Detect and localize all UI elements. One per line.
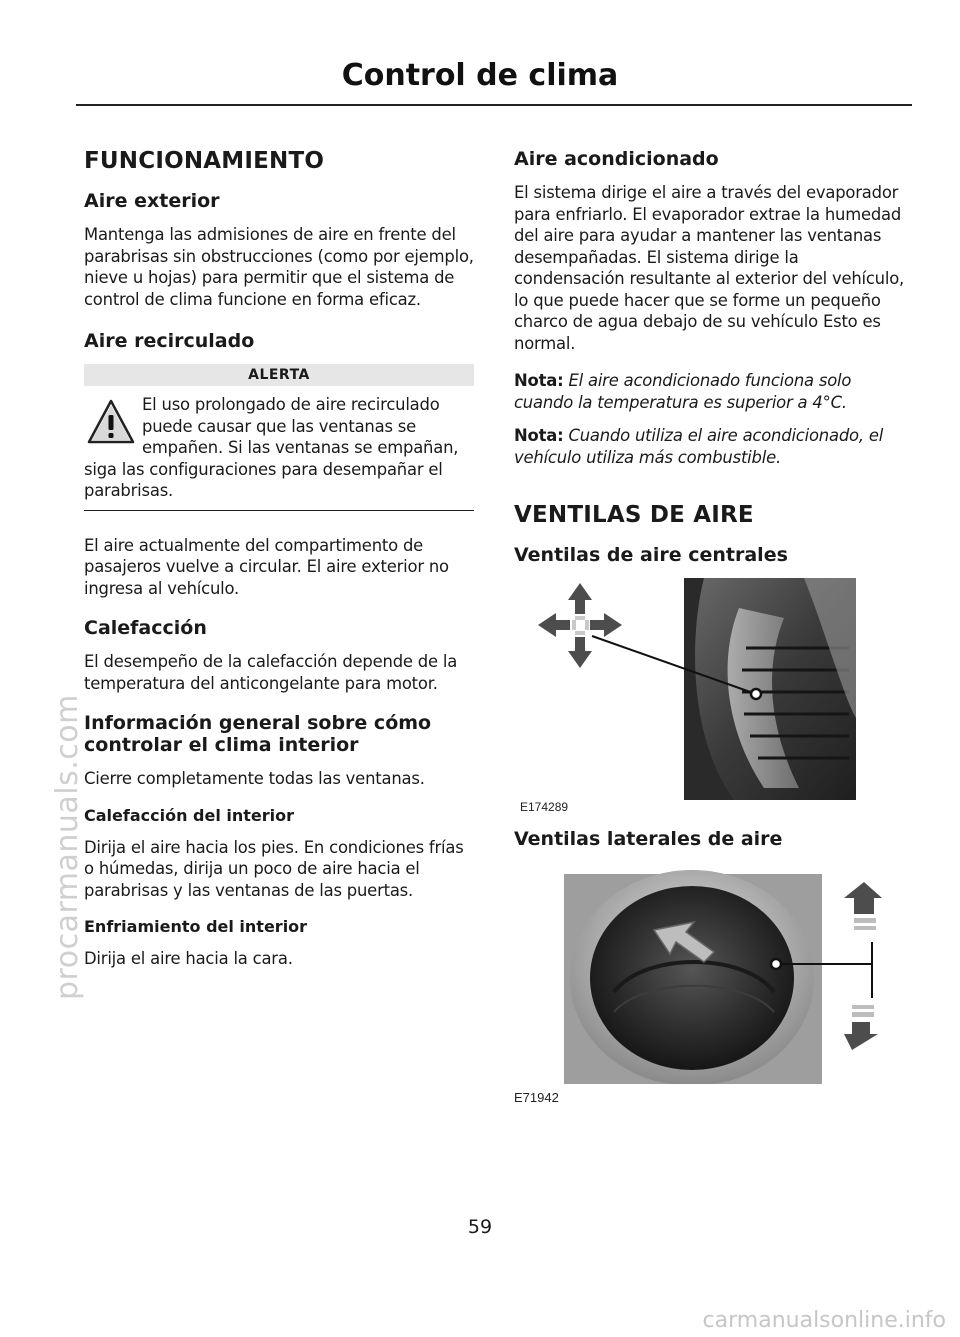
heading-aire-acondicionado: Aire acondicionado xyxy=(514,148,719,170)
left-column xyxy=(84,140,474,986)
side-vent-illustration xyxy=(514,862,908,1084)
heading-aire-exterior: Aire exterior xyxy=(84,190,220,212)
alert-divider xyxy=(84,510,474,511)
note-1 xyxy=(514,370,908,413)
alert-text: El uso prolongado de aire recirculado puede causar que las ventanas se empañen. Si las ventanas se empañan, siga las configuraciones para desempañar el parabrisas. xyxy=(84,395,459,500)
text-aire-exterior: Mantenga las admisiones de aire en frente del parabrisas sin obstrucciones (como por ejemplo, nieve u hojas) para permitir que el sistema de control de clima funcione en forma eficaz. xyxy=(84,225,474,309)
heading-ventilas-centrales: Ventilas de aire centrales xyxy=(514,544,788,566)
warning-triangle-icon xyxy=(86,398,136,446)
heading-enfriamiento-interior: Enfriamiento del interior xyxy=(84,917,308,936)
heading-calefaccion-interior: Calefacción del interior xyxy=(84,805,295,825)
figure-central-vents xyxy=(514,578,908,818)
alert-box xyxy=(84,394,474,502)
note-2-label: Nota: xyxy=(514,426,564,445)
note-2 xyxy=(514,425,908,468)
text-info-general: Cierre completamente todas las ventanas. xyxy=(84,769,425,788)
text-calefaccion-interior: Dirija el aire hacia los pies. En condiciones frías o húmedas, dirija un poco de aire hacia el parabrisas y las ventanas de las puertas. xyxy=(84,837,464,900)
section-title-ventilas: VENTILAS DE AIRE xyxy=(514,502,754,528)
watermark-bottom: carmanualsonline.info xyxy=(702,1308,946,1333)
note-1-label: Nota: xyxy=(514,371,564,390)
section-title-funcionamiento: FUNCIONAMIENTO xyxy=(84,148,325,174)
text-calefaccion: El desempeño de la calefacción depende de la temperatura del anticongelante para motor. xyxy=(84,652,458,693)
figure-1-label: E174289 xyxy=(520,800,569,814)
alert-header: ALERTA xyxy=(84,364,474,386)
page-title: Control de clima xyxy=(341,58,619,93)
heading-calefaccion: Calefacción xyxy=(84,617,207,639)
heading-aire-recirculado: Aire recirculado xyxy=(84,330,255,352)
note-1-text: El aire acondicionado funciona solo cuando la temperatura es superior a 4°C. xyxy=(514,371,852,412)
text-enfriamiento-interior: Dirija el aire hacia la cara. xyxy=(84,949,293,968)
text-aire-acondicionado: El sistema dirige el aire a través del evaporador para enfriarlo. El evaporador extrae la humedad del aire para ayudar a mantener las ventanas desempañadas. El sistema dirige la condensación resultante al exterior del vehículo, lo que puede hacer que se forme un pequeño charco de agua debajo de su vehículo Esto es normal. xyxy=(514,183,905,353)
central-vent-illustration xyxy=(514,578,908,802)
heading-info-general: Información general sobre cómo controlar el clima interior xyxy=(84,712,432,756)
figure-side-vents xyxy=(514,862,908,1112)
heading-ventilas-laterales: Ventilas laterales de aire xyxy=(514,828,783,850)
text-aire-recirculado: El aire actualmente del compartimento de pasajeros vuelve a circular. El aire exterior no ingresa al vehículo. xyxy=(84,535,449,598)
figure-2-label: E71942 xyxy=(514,1090,559,1105)
watermark-side: procarmanuals.com xyxy=(50,694,85,1000)
note-2-text: Cuando utiliza el aire acondicionado, el vehículo utiliza más combustible. xyxy=(514,426,884,467)
right-column xyxy=(514,140,908,1120)
header-rule xyxy=(76,104,912,106)
page-number: 59 xyxy=(467,1216,493,1238)
